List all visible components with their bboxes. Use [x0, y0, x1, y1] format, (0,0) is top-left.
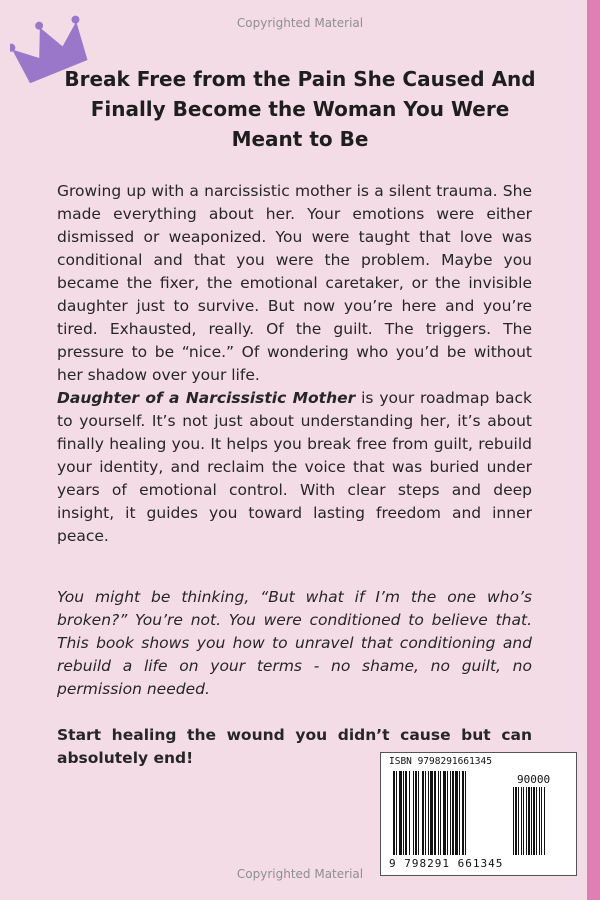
addon-bar	[523, 787, 524, 855]
addon-bar	[521, 787, 522, 855]
barcode-bar	[440, 771, 441, 855]
roadmap-body: is your roadmap back to yourself. It’s not just about understanding her, it’s about finally healing you. It helps you break free from guilt, rebuild your identity, and reclaim the voice that was buried under years of emotional control. With clear steps and deep insight, it guides you toward lasting freedom and inner peace.	[57, 389, 532, 545]
isbn-label: ISBN 9798291661345	[389, 756, 492, 767]
watermark-top: Copyrighted Material	[236, 16, 364, 30]
addon-bar	[531, 787, 532, 855]
addon-bar	[539, 787, 540, 855]
barcode-bar	[462, 771, 464, 855]
barcode-bar	[459, 771, 460, 855]
barcode-bar	[418, 771, 419, 855]
addon-bar	[536, 787, 537, 855]
addon-bar	[513, 787, 514, 855]
barcode-bar	[430, 771, 433, 855]
barcode-bar	[434, 771, 436, 855]
spine-edge	[587, 0, 600, 900]
barcode-bar	[443, 771, 446, 855]
barcode-bar	[425, 771, 426, 855]
barcode-bar	[396, 771, 397, 855]
addon-bar	[515, 787, 517, 855]
barcode-bar	[405, 771, 407, 855]
watermark-bottom: Copyrighted Material	[236, 867, 364, 881]
barcode-bar	[447, 771, 448, 855]
addon-bar	[541, 787, 542, 855]
ean-digits: 9 798291 661345	[389, 857, 504, 870]
addon-bar	[544, 787, 545, 855]
call-to-action: Start healing the wound you didn’t cause but can absolutely end!	[57, 726, 532, 767]
book-title: Daughter of a Narcissistic Mother	[57, 389, 356, 407]
intro-paragraph: Growing up with a narcissistic mother is a silent trauma. She made everything about her. Your emotions were either dismissed or weaponized. You were taught that love was conditional and that you were the problem. Maybe you became the fixer, the emotional caretaker, or the invisible daughter just to survive. But now you’re here and you’re tired. Exhausted, really. Of the guilt. The triggers. The pressure to be “nice.” Of wondering who you’d be without her shadow over your life.	[57, 182, 532, 384]
reassurance-paragraph: You might be thinking, “But what if I’m the one who’s broken?” You’re not. You were conditioned to believe that. This book shows you how to unravel that conditioning and rebuild a life on your terms - no shame, no guilt, no permission needed.	[57, 588, 532, 698]
barcode-bar	[465, 771, 466, 855]
barcode-bar	[438, 771, 439, 855]
barcode-bar	[393, 771, 395, 855]
price-code: 90000	[517, 773, 551, 786]
barcode-bar	[415, 771, 417, 855]
roadmap-paragraph	[57, 387, 532, 548]
barcode-bar	[413, 771, 414, 855]
barcode-bar	[450, 771, 451, 855]
barcode-bar	[455, 771, 458, 855]
barcode-bar	[452, 771, 454, 855]
barcode-bar	[409, 771, 410, 855]
headline: Break Free from the Pain She Caused And Finally Become the Woman You Were Meant to Be	[64, 67, 536, 151]
addon-bar	[526, 787, 527, 855]
barcode-bar	[428, 771, 429, 855]
addon-bar	[518, 787, 519, 855]
barcode-bar	[403, 771, 404, 855]
barcode-box	[380, 752, 577, 876]
addon-bar	[533, 787, 535, 855]
addon-bar	[528, 787, 530, 855]
barcode-bar	[399, 771, 402, 855]
barcode-bar	[422, 771, 424, 855]
